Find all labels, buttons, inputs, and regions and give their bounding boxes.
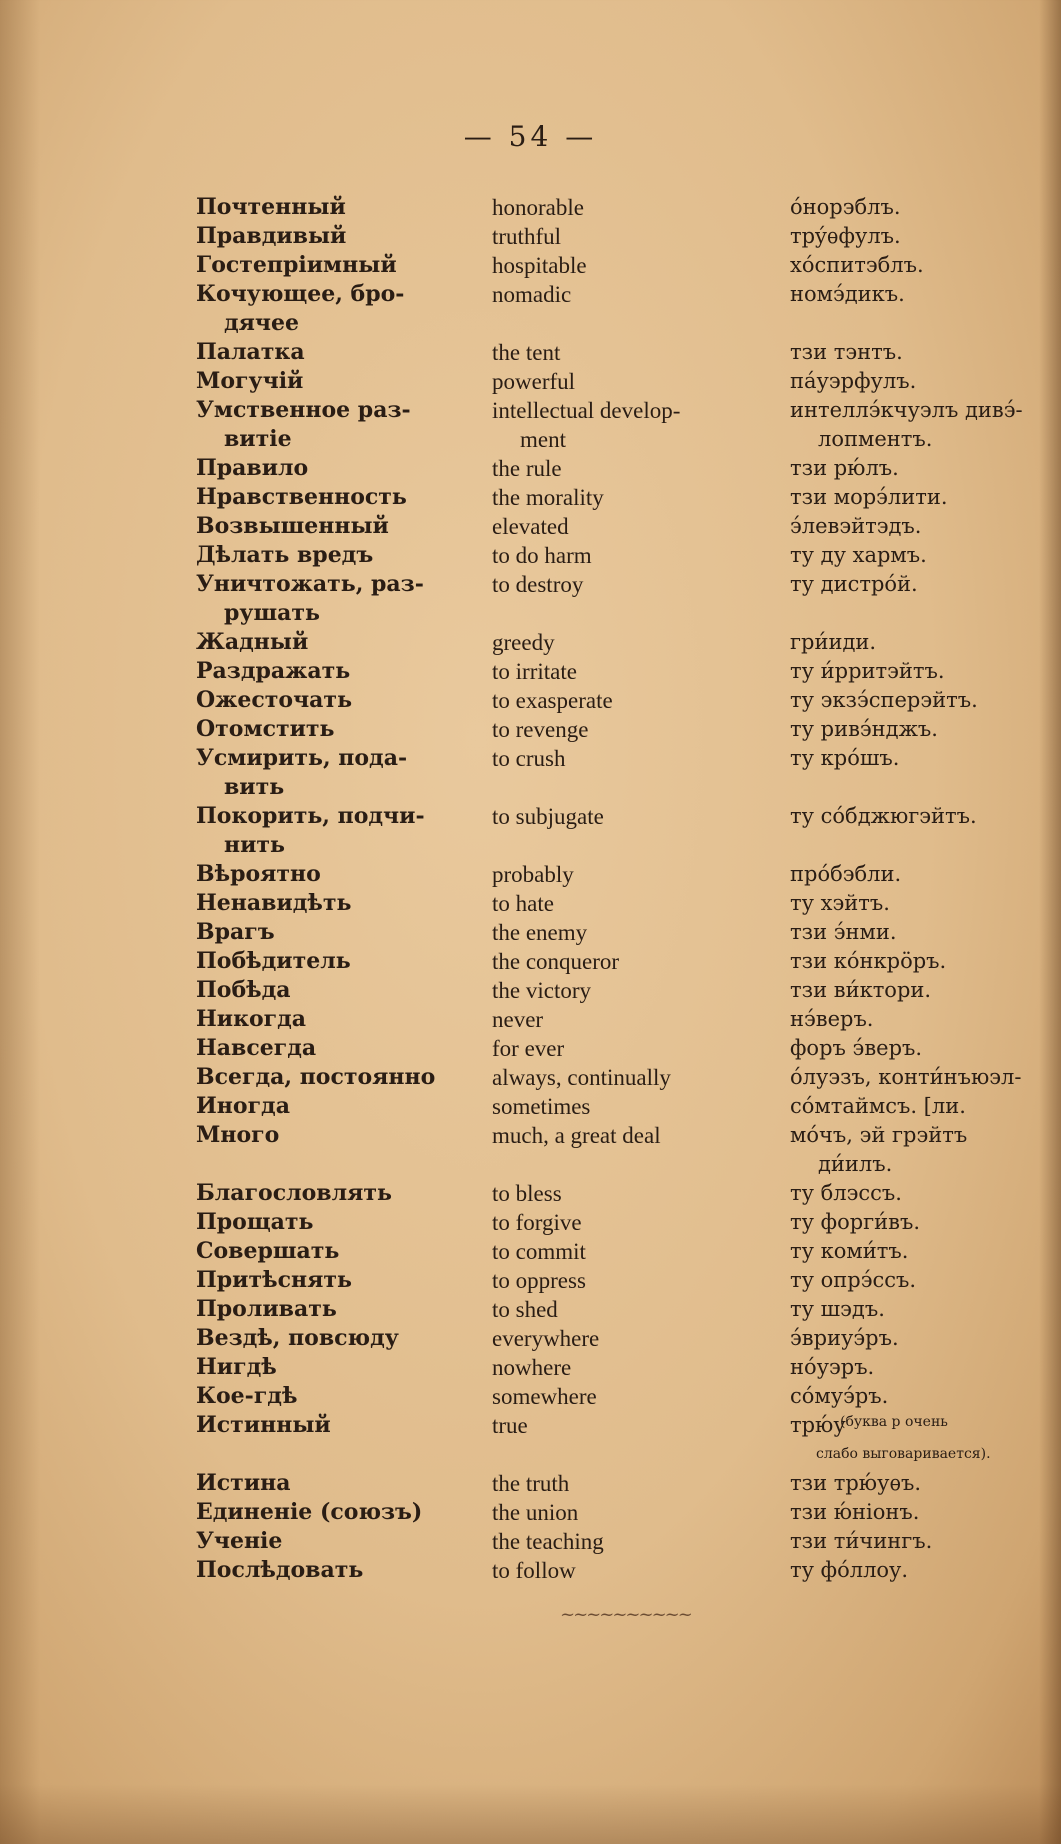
transcription: ту форги́въ.: [790, 1210, 921, 1234]
russian-word: Благословлять: [196, 1180, 392, 1206]
russian-word: Врагъ: [196, 919, 275, 945]
english-word: for ever: [492, 1036, 565, 1061]
transcription: э́вриуэ́ръ.: [790, 1326, 899, 1350]
transcription: ту коми́тъ.: [790, 1239, 909, 1263]
russian-word: Кое-гдѣ: [196, 1383, 298, 1409]
english-word: the truth: [492, 1471, 570, 1496]
english-word: the morality: [492, 485, 604, 510]
english-word: nowhere: [492, 1355, 572, 1380]
english-word: true: [492, 1413, 528, 1438]
transcription: э́левэйтэдъ.: [790, 514, 922, 538]
english-word: the rule: [492, 456, 562, 481]
english-word: to oppress: [492, 1268, 586, 1293]
transcription: тзи трю́уѳъ.: [790, 1471, 922, 1495]
russian-word: Почтенный: [196, 194, 346, 220]
russian-word: Кочующее, бро-: [196, 281, 405, 307]
transcription: óнорэблъ.: [790, 195, 901, 219]
russian-word: Ученіе: [196, 1528, 283, 1554]
transcription: тзи э́нми.: [790, 920, 897, 944]
english-word: to destroy: [492, 572, 584, 597]
english-word-continuation: ment: [520, 427, 566, 452]
transcription: ту и́рритэйтъ.: [790, 659, 945, 683]
english-word: the enemy: [492, 920, 588, 945]
russian-word: Единеніе (союзъ): [196, 1499, 423, 1525]
russian-word: Иногда: [196, 1093, 290, 1119]
left-edge-shadow: [0, 0, 40, 1844]
english-word: truthful: [492, 224, 561, 249]
russian-word-continuation: вить: [224, 774, 285, 800]
english-word: to crush: [492, 746, 566, 771]
english-word: elevated: [492, 514, 569, 539]
transcription: гри́иди.: [790, 630, 877, 654]
russian-word: Много: [196, 1122, 280, 1148]
english-word: much, a great deal: [492, 1123, 661, 1148]
russian-word: Истинный: [196, 1412, 331, 1438]
transcription: интеллэ́кчуэлъ дивэ́-: [790, 398, 1023, 422]
russian-word: Ожесточать: [196, 687, 352, 713]
russian-word: Правдивый: [196, 223, 347, 249]
english-word: never: [492, 1007, 544, 1032]
transcription: ту хэйтъ.: [790, 891, 890, 915]
transcription: мóчъ, эй грэйтъ: [790, 1123, 968, 1147]
english-word: to forgive: [492, 1210, 582, 1235]
russian-word-continuation: витіе: [224, 426, 292, 452]
russian-word: Покорить, подчи-: [196, 803, 425, 829]
russian-word: Ненавидѣть: [196, 890, 352, 916]
russian-word: Правило: [196, 455, 309, 481]
russian-word: Прощать: [196, 1209, 314, 1235]
russian-word: Уничтожать, раз-: [196, 571, 424, 597]
transcription: сóмуэ́ръ.: [790, 1384, 889, 1408]
russian-word: Гостепріимный: [196, 252, 397, 278]
transcription: тзи рю́лъ.: [790, 456, 899, 480]
russian-word: Усмирить, пода-: [196, 745, 408, 771]
russian-word: Притѣснять: [196, 1267, 352, 1293]
russian-word: Отомстить: [196, 716, 335, 742]
english-word: to irritate: [492, 659, 577, 684]
russian-word-continuation: нить: [224, 832, 285, 858]
transcription: пáуэрфулъ.: [790, 369, 917, 393]
transcription: трýѳфулъ.: [790, 224, 901, 248]
page-number: — 54 —: [463, 120, 598, 153]
russian-word: Послѣдовать: [196, 1557, 364, 1583]
transcription: тзи ви́ктори.: [790, 978, 932, 1002]
russian-word: Жадный: [196, 629, 309, 655]
transcription: трю́у: [790, 1413, 846, 1437]
russian-word: Раздражать: [196, 658, 351, 684]
russian-word-continuation: дячее: [224, 310, 300, 336]
transcription: нэ́веръ.: [790, 1007, 874, 1031]
transcription: ту блэссъ.: [790, 1181, 902, 1205]
transcription: ту фóллоу.: [790, 1558, 909, 1582]
transcription: номэ́дикъ.: [790, 282, 905, 306]
transcription: ту сóбджюгэйтъ.: [790, 804, 977, 828]
english-word: the teaching: [492, 1529, 604, 1554]
english-word: to follow: [492, 1558, 576, 1583]
transcription: прóбэбли.: [790, 862, 902, 886]
transcription: ту дистрóй.: [790, 572, 918, 596]
transcription: хóспитэблъ.: [790, 253, 924, 277]
english-word: to bless: [492, 1181, 562, 1206]
transcription: форъ э́веръ.: [790, 1036, 923, 1060]
transcription: тзи тэнтъ.: [790, 340, 903, 364]
english-word: honorable: [492, 195, 584, 220]
english-word: the union: [492, 1500, 579, 1525]
english-word: to commit: [492, 1239, 586, 1264]
transcription: ту опрэ́ссъ.: [790, 1268, 917, 1292]
russian-word: Побѣда: [196, 977, 291, 1003]
english-word: nomadic: [492, 282, 572, 307]
russian-word: Нравственность: [196, 484, 407, 510]
transcription: тзи ти́чингъ.: [790, 1529, 933, 1553]
english-word: probably: [492, 862, 574, 887]
english-word: the tent: [492, 340, 561, 365]
russian-word: Могучій: [196, 368, 304, 394]
english-word: powerful: [492, 369, 576, 394]
end-ornament: ~~~~~~~~~~: [560, 1604, 691, 1625]
english-word: always, continually: [492, 1065, 671, 1090]
russian-word: Побѣдитель: [196, 948, 351, 974]
russian-word-continuation: рушать: [224, 600, 320, 626]
english-word: to exasperate: [492, 688, 613, 713]
transcription: нóуэръ.: [790, 1355, 875, 1379]
transcription: ту экзэ́сперэйтъ.: [790, 688, 978, 712]
russian-word: Совершать: [196, 1238, 340, 1264]
bottom-edge-shadow: [0, 1784, 1061, 1844]
transcription: ту крóшъ.: [790, 746, 900, 770]
russian-word: Всегда, постоянно: [196, 1064, 436, 1090]
transcription: тзи кóнкрöръ.: [790, 949, 947, 973]
russian-word: Умственное раз-: [196, 397, 411, 423]
english-word: somewhere: [492, 1384, 597, 1409]
russian-word: Проливать: [196, 1296, 337, 1322]
english-word: the conqueror: [492, 949, 620, 974]
transcription: óлуэзъ, конти́нъюэл-: [790, 1065, 1022, 1089]
russian-word: Дѣлать вредъ: [196, 542, 374, 568]
english-word: to subjugate: [492, 804, 604, 829]
english-word: intellectual develop-: [492, 398, 681, 423]
transcription: ту шэдъ.: [790, 1297, 885, 1321]
russian-word: Возвышенный: [196, 513, 389, 539]
transcription: тзи ю́ніонъ.: [790, 1500, 920, 1524]
russian-word: Палатка: [196, 339, 305, 365]
english-word: to do harm: [492, 543, 592, 568]
russian-word: Вездѣ, повсюду: [196, 1325, 399, 1351]
transcription: тзи морэ́лити.: [790, 485, 948, 509]
english-word: to hate: [492, 891, 554, 916]
english-word: greedy: [492, 630, 555, 655]
transcription-continuation: лопментъ.: [818, 427, 933, 451]
russian-word: Навсегда: [196, 1035, 317, 1061]
transcription: сóмтаймсъ. [ли.: [790, 1094, 966, 1118]
english-word: hospitable: [492, 253, 587, 278]
transcription: ту ду хармъ.: [790, 543, 927, 567]
transcription-continuation: ди́илъ.: [818, 1152, 893, 1176]
transcription-continuation: слабо выговаривается).: [816, 1446, 991, 1462]
english-word: everywhere: [492, 1326, 600, 1351]
transcription-note: (буква р очень: [840, 1414, 948, 1430]
russian-word: Истина: [196, 1470, 291, 1496]
russian-word: Вѣроятно: [196, 861, 321, 887]
english-word: to shed: [492, 1297, 558, 1322]
english-word: to revenge: [492, 717, 589, 742]
english-word: the victory: [492, 978, 591, 1003]
russian-word: Никогда: [196, 1006, 307, 1032]
russian-word: Нигдѣ: [196, 1354, 277, 1380]
english-word: sometimes: [492, 1094, 591, 1119]
transcription: ту ривэ́нджъ.: [790, 717, 938, 741]
